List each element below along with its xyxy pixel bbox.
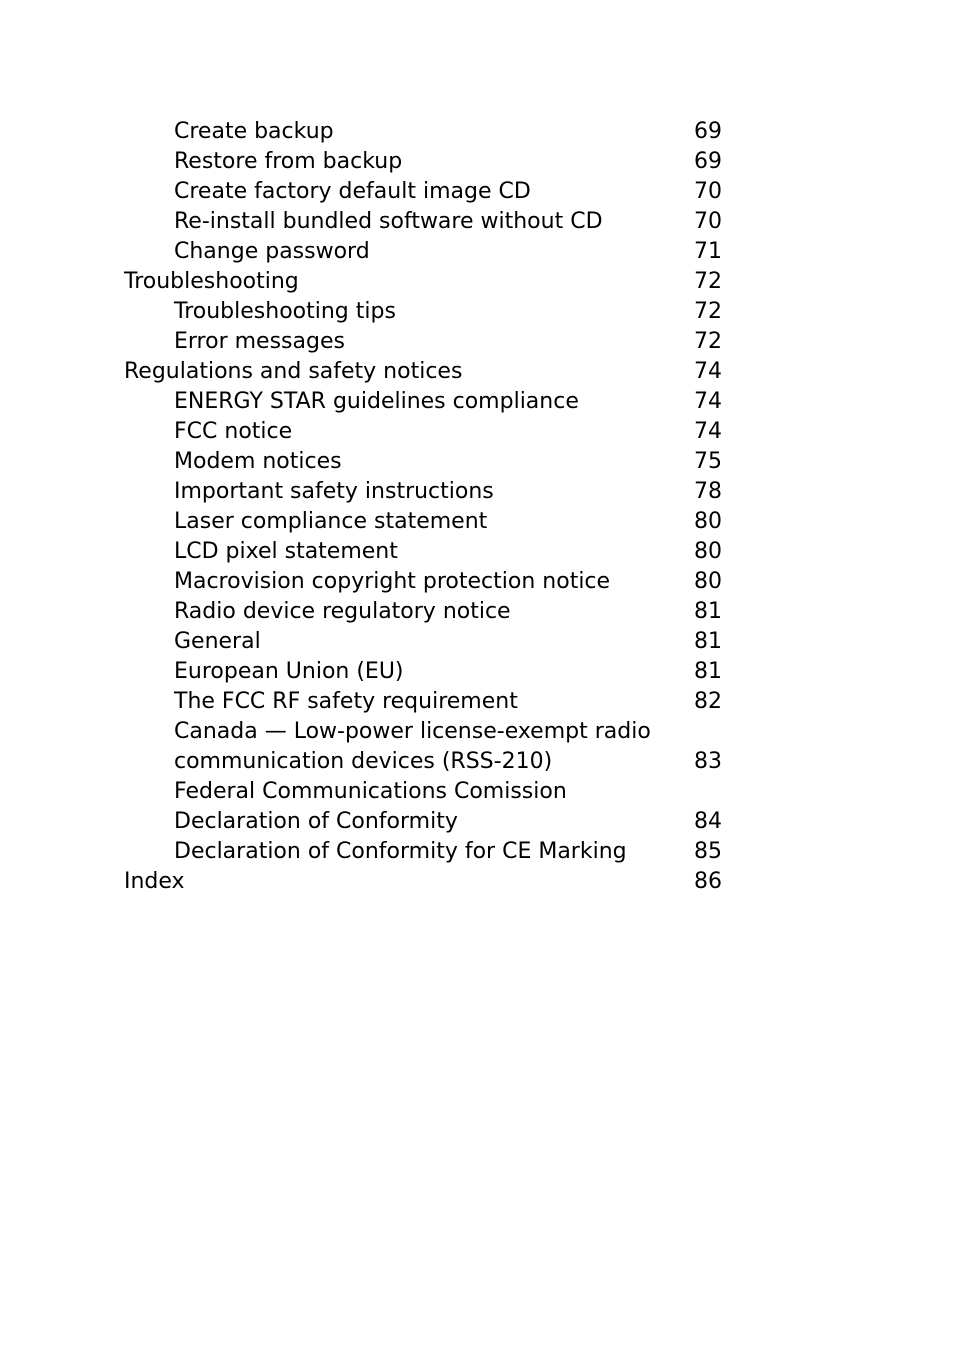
toc-entry-title: Declaration of Conformity — [174, 809, 458, 834]
toc-entry-title: European Union (EU) — [174, 659, 404, 684]
toc-section-page: 72 — [694, 269, 722, 294]
toc-entry-title: Create factory default image CD — [174, 179, 531, 204]
toc-entry-page: 74 — [694, 389, 722, 414]
toc-entry-page: 69 — [694, 119, 722, 144]
toc-entry[interactable] — [124, 117, 724, 147]
toc-entry[interactable] — [124, 837, 724, 867]
toc-entry[interactable] — [124, 657, 724, 687]
toc-entry-title: communication devices (RSS-210) — [174, 749, 553, 774]
toc-entry[interactable] — [124, 567, 724, 597]
toc-entry[interactable] — [124, 477, 724, 507]
toc-entry-title: Restore from backup — [174, 149, 403, 174]
toc-entry-title: Declaration of Conformity for CE Marking — [174, 839, 627, 864]
toc-section-title: Index — [124, 869, 185, 894]
toc-entry-title: Canada — Low-power license-exempt radio — [174, 719, 651, 744]
toc-entry-page: 70 — [694, 209, 722, 234]
toc-entry[interactable] — [124, 807, 724, 837]
toc-entry-page: 74 — [694, 419, 722, 444]
toc-entry-title: The FCC RF safety requirement — [174, 689, 518, 714]
toc-entry-title: Important safety instructions — [174, 479, 494, 504]
toc-entry[interactable] — [124, 387, 724, 417]
toc-entry-title: Troubleshooting tips — [174, 299, 396, 324]
toc-entry-page: 82 — [694, 689, 722, 714]
toc-entry-title: Radio device regulatory notice — [174, 599, 511, 624]
toc-section-page: 74 — [694, 359, 722, 384]
toc-entry[interactable] — [124, 507, 724, 537]
toc-entry-page: 78 — [694, 479, 722, 504]
toc-entry-page: 80 — [694, 569, 722, 594]
toc-entry[interactable] — [124, 447, 724, 477]
toc-entry[interactable] — [124, 177, 724, 207]
toc-entry-page: 85 — [694, 839, 722, 864]
toc-entry-title: Federal Communications Comission — [174, 779, 567, 804]
toc-section-title: Troubleshooting — [124, 269, 299, 294]
toc-entry-title: FCC notice — [174, 419, 293, 444]
toc-entry-title: General — [174, 629, 261, 654]
toc-section[interactable] — [124, 357, 724, 387]
toc-entry-page: 80 — [694, 539, 722, 564]
toc-entry-page: 80 — [694, 509, 722, 534]
toc-entry-page: 69 — [694, 149, 722, 174]
toc-entry[interactable] — [124, 297, 724, 327]
toc-entry-title: Change password — [174, 239, 370, 264]
toc-entry-page: 81 — [694, 659, 722, 684]
toc-section-title: Regulations and safety notices — [124, 359, 463, 384]
toc-entry[interactable] — [124, 597, 724, 627]
toc-entry[interactable] — [124, 147, 724, 177]
toc-section-page: 86 — [694, 869, 722, 894]
toc-entry-title: ENERGY STAR guidelines compliance — [174, 389, 579, 414]
toc-entry-title: Macrovision copyright protection notice — [174, 569, 611, 594]
toc-entry-page: 81 — [694, 629, 722, 654]
toc-entry-page: 72 — [694, 329, 722, 354]
toc-entry-title: Create backup — [174, 119, 334, 144]
toc-section[interactable] — [124, 867, 724, 897]
toc-entry-title: Error messages — [174, 329, 345, 354]
toc-entry-page: 84 — [694, 809, 722, 834]
toc-entry[interactable] — [124, 777, 724, 807]
toc-entry-title: Re-install bundled software without CD — [174, 209, 603, 234]
toc-entry-page: 70 — [694, 179, 722, 204]
toc-entry[interactable] — [124, 417, 724, 447]
table-of-contents — [124, 117, 724, 897]
toc-entry-title: Laser compliance statement — [174, 509, 488, 534]
toc-entry[interactable] — [124, 687, 724, 717]
toc-entry-page: 72 — [694, 299, 722, 324]
toc-entry-page: 81 — [694, 599, 722, 624]
toc-entry[interactable] — [124, 207, 724, 237]
toc-entry-page: 83 — [694, 749, 722, 774]
toc-entry[interactable] — [124, 717, 724, 747]
toc-entry-title: Modem notices — [174, 449, 342, 474]
toc-entry[interactable] — [124, 237, 724, 267]
toc-entry-page: 71 — [694, 239, 722, 264]
toc-entry[interactable] — [124, 327, 724, 357]
toc-entry-title: LCD pixel statement — [174, 539, 398, 564]
toc-section[interactable] — [124, 267, 724, 297]
toc-entry[interactable] — [124, 627, 724, 657]
toc-entry[interactable] — [124, 537, 724, 567]
toc-entry[interactable] — [124, 747, 724, 777]
toc-entry-page: 75 — [694, 449, 722, 474]
